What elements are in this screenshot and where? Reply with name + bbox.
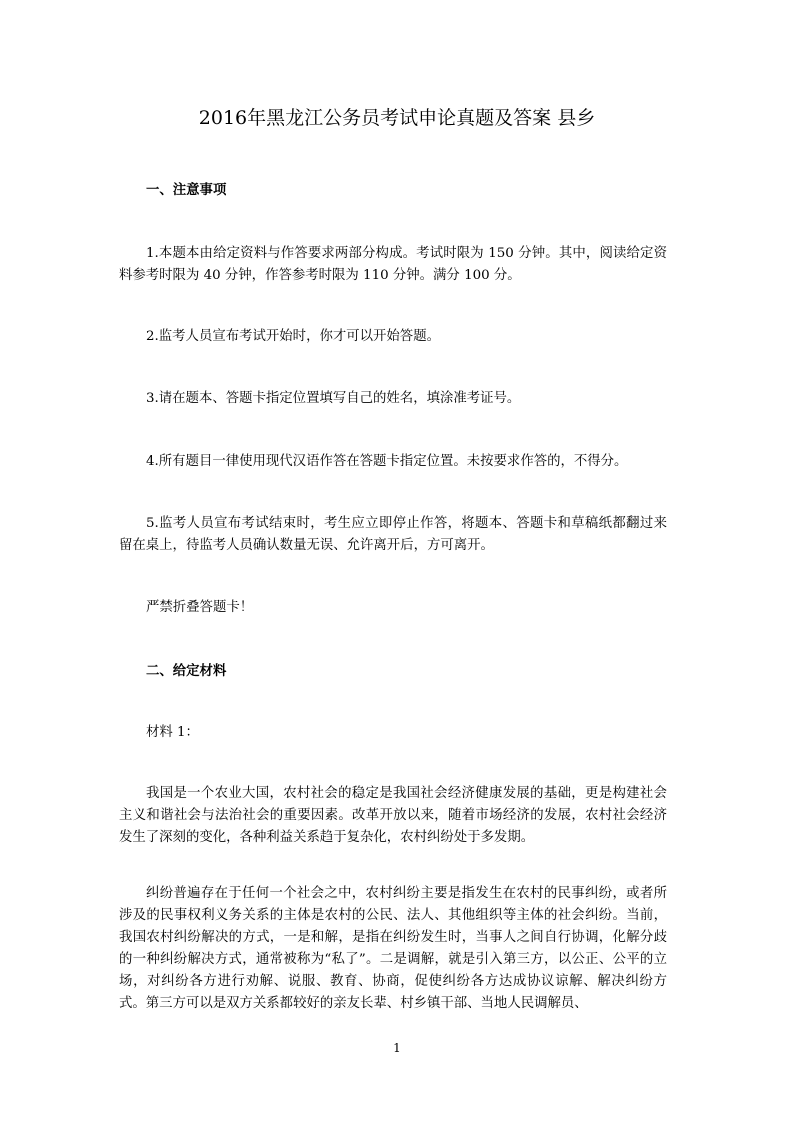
section-heading-notes bbox=[119, 179, 667, 201]
document-title: 2016年黑龙江公务员考试申论真题及答案 县乡 bbox=[198, 107, 596, 129]
paragraph: 纠纷普遍存在于任何一个社会之中，农村纠纷主要是指发生在农村的民事纠纷，或者所涉及的民事权利义务关系的主体是农村的公民、法人、其他组织等主体的社会纠纷。当前，我国农村纠纷解决的方式，一是和解，是指在纠纷发生时，当事人之间自行协调，化解分歧的一种纠纷解决方式，通常被称为“私了”。二是调解，就是引入第三方，以公正、公平的立场，对纠纷各方进行劝解、说服、教育、协商，促使纠纷各方达成协议谅解、解决纠纷方式。第三方可以是双方关系都较好的亲友长辈、村乡镇干部、当地人民调解员、 bbox=[119, 886, 667, 1011]
paragraph: 材料 1： bbox=[146, 725, 199, 740]
paragraph: 4.所有题目一律使用现代汉语作答在答题卡指定位置。未按要求作答的，不得分。 bbox=[146, 454, 628, 469]
material-label bbox=[119, 722, 667, 744]
paragraph: 2.监考人员宣布考试开始时，你才可以开始答题。 bbox=[146, 329, 440, 344]
material-paragraph-1 bbox=[119, 783, 667, 849]
paragraph: 3.请在题本、答题卡指定位置填写自己的姓名，填涂准考证号。 bbox=[146, 391, 521, 406]
notes-paragraph-2 bbox=[119, 326, 667, 348]
notes-paragraph-1 bbox=[119, 243, 667, 287]
paragraph: 我国是一个农业大国，农村社会的稳定是我国社会经济健康发展的基础，更是构建社会主义和谐社会与法治社会的重要因素。改革开放以来，随着市场经济的发展，农村社会经济发生了深刻的变化，各种利益关系趋于复杂化，农村纠纷处于多发期。 bbox=[119, 786, 667, 845]
material-paragraph-2 bbox=[119, 883, 667, 1015]
section-heading-materials bbox=[119, 660, 667, 682]
notes-paragraph-5 bbox=[119, 513, 667, 557]
section-heading: 一、注意事项 bbox=[146, 182, 227, 198]
page-number: 1 bbox=[393, 1041, 401, 1055]
paragraph: 严禁折叠答题卡！ bbox=[146, 600, 254, 615]
notes-paragraph-3 bbox=[119, 388, 667, 410]
paragraph: 5.监考人员宣布考试结束时，考生应立即停止作答，将题本、答题卡和草稿纸都翻过来留在桌上，待监考人员确认数量无误、允许离开后，方可离开。 bbox=[119, 516, 667, 553]
paragraph: 1.本题本由给定资料与作答要求两部分构成。考试时限为 150 分钟。其中，阅读给定资料参考时限为 40 分钟，作答参考时限为 110 分钟。满分 100 分。 bbox=[119, 246, 667, 283]
notes-paragraph-4 bbox=[119, 451, 667, 473]
notes-warning bbox=[119, 597, 667, 619]
section-heading: 二、给定材料 bbox=[146, 663, 227, 679]
